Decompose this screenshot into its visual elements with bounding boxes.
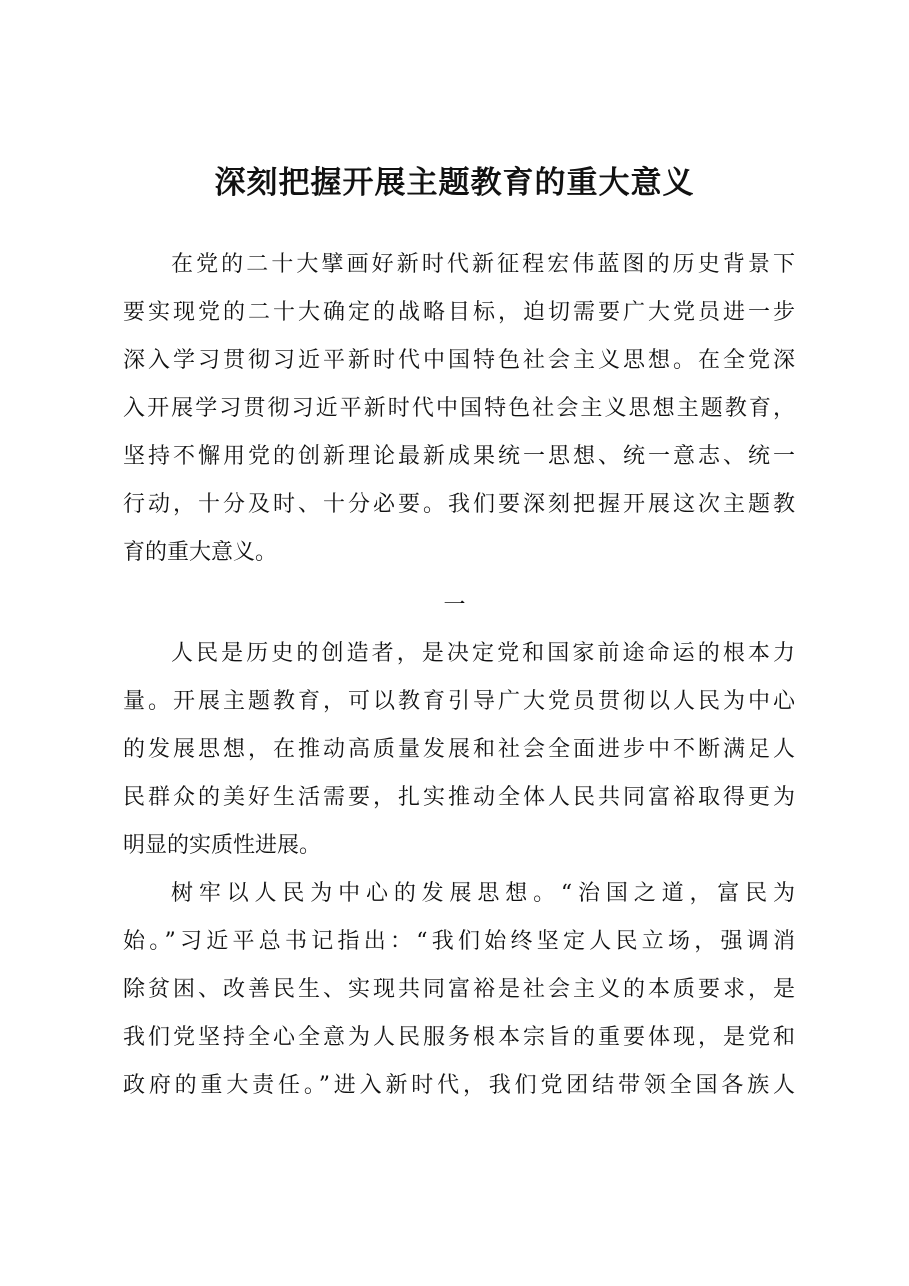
paragraph-line: 育的重大意义。 [123,540,278,565]
paragraph-line: 量。开展主题教育，可以教育引导广大党员贯彻以人民为中心 [123,689,795,714]
section-number: 一 [443,593,466,618]
paragraph-line: 民群众的美好生活需要，扎实推动全体人民共同富裕取得更为 [123,785,795,810]
paragraph-line: 坚持不懈用党的创新理论最新成果统一思想、统一意志、统一 [123,444,795,469]
section1-paragraph-2 [123,870,795,1110]
paragraph-line: 要实现党的二十大确定的战略目标，迫切需要广大党员进一步 [123,300,795,325]
paragraph-line: 政府的重大责任。”进入新时代，我们党团结带领全国各族人 [123,1073,795,1098]
paragraph-line: 树牢以人民为中心的发展思想。“治国之道，富民为 [171,881,795,906]
paragraph-line: 深入学习贯彻习近平新时代中国特色社会主义思想。在全党深 [123,348,795,373]
paragraph-line: 在党的二十大擘画好新时代新征程宏伟蓝图的历史背景下 [171,252,795,277]
paragraph-line: 我们党坚持全心全意为人民服务根本宗旨的重要体现，是党和 [123,1025,795,1050]
paragraph-line: 除贫困、改善民生、实现共同富裕是社会主义的本质要求，是 [123,977,795,1002]
paragraph-line: 明显的实质性进展。 [123,833,322,858]
paragraph-line: 始。”习近平总书记指出：“我们始终坚定人民立场，强调消 [123,929,795,954]
paragraph-line: 的发展思想，在推动高质量发展和社会全面进步中不断满足人 [123,737,795,762]
paragraph-line: 人民是历史的创造者，是决定党和国家前途命运的根本力 [171,641,795,666]
paragraph-line: 行动，十分及时、十分必要。我们要深刻把握开展这次主题教 [123,492,795,517]
intro-paragraph [123,241,795,577]
document-title: 深刻把握开展主题教育的重大意义 [214,165,695,201]
section1-paragraph-1 [123,630,795,870]
paragraph-line: 入开展学习贯彻习近平新时代中国特色社会主义思想主题教育， [123,396,795,421]
